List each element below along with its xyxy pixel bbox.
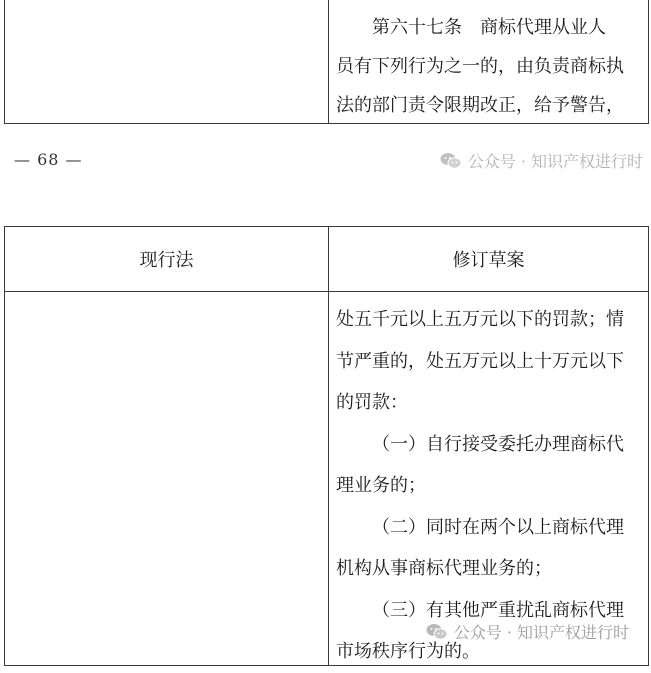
watermark: [426, 620, 629, 643]
page-number: — 68 —: [14, 150, 83, 169]
wechat-icon: [426, 623, 448, 641]
header-draft-revision: 修订草案: [452, 250, 525, 271]
text-line: 理业务的；: [336, 475, 426, 496]
comparison-table: [4, 226, 649, 666]
text-line: 市场秩序行为的。: [336, 641, 480, 662]
watermark-text: 公众号 · 知识产权进行时: [467, 152, 643, 171]
top-right-cell: [336, 8, 646, 125]
text-line: （二）同时在两个以上商标代理: [372, 516, 624, 538]
text-line: 机构从事商标代理业务的；: [336, 558, 552, 579]
watermark-text: 公众号 · 知识产权进行时: [453, 623, 629, 642]
column-divider: [328, 227, 329, 665]
column-divider: [328, 0, 329, 123]
text-line: 法的部门责令限期改正，给予警告，: [336, 95, 624, 116]
text-line: 第六十七条 商标代理从业人: [372, 17, 606, 38]
text-line: （三）有其他严重扰乱商标代理: [372, 599, 624, 621]
draft-revision-cell: [336, 299, 646, 673]
text-line: 节严重的，处五万元以上十万元以下: [336, 350, 624, 372]
top-table: [4, 0, 649, 124]
header-current-law: 现行法: [139, 250, 194, 271]
text-line: 的罚款：: [336, 392, 408, 413]
text-line: （一）自行接受委托办理商标代: [372, 433, 624, 455]
text-line: 员有下列行为之一的，由负责商标执: [336, 56, 624, 77]
wechat-icon: [440, 152, 462, 170]
watermark: [440, 149, 643, 172]
text-line: 处五千元以上五万元以下的罚款；情: [336, 309, 624, 330]
